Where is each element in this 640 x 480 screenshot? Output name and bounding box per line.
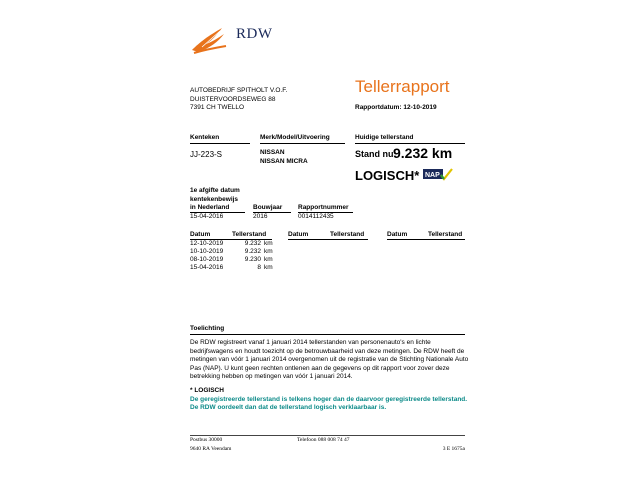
toelichting-text: De RDW registreert vanaf 1 januari 2014 tellerstanden van personenauto's en lichte bedrijfswagens en houdt toezicht op de betrouwbaarheid van deze metingen. De RDW heeft de metingen van vóór 1 januari 2014 overgenomen uit de registratie van de Stichting Nationale Auto Pas (NAP). U kunt geen rechten ontlenen aan de gegevens op dit rapport voor zover deze betrekking hebben op metingen van vóór 1 januari 2014.	[190, 339, 469, 381]
logisch-text: De geregistreerde tellerstand is telkens hoger dan de daarvoor geregistreerde tellerstand. De RDW oordeelt dan dat de tellerstand logisch verklaarbaar is.	[190, 395, 468, 412]
first-label-line: kentekenbewijs	[190, 195, 239, 203]
divider	[190, 334, 465, 335]
row-datum: 08-10-2019	[190, 256, 224, 263]
bouwjaar-value: 2016	[253, 213, 268, 220]
col-tellerstand: Tellerstand	[232, 231, 267, 238]
huidige-label: Huidige tellerstand	[355, 134, 414, 141]
first-registration-label	[190, 187, 240, 213]
first-date-value: 15-04-2016	[190, 213, 224, 220]
company-address	[190, 87, 287, 113]
company-city: 7391 CH TWELLO	[190, 104, 245, 111]
brand-name: RDW	[236, 26, 273, 42]
row-stand: 9.232	[244, 248, 261, 255]
row-unit: km	[264, 248, 273, 255]
col-tellerstand: Tellerstand	[428, 231, 463, 238]
divider	[288, 239, 368, 240]
footer-telefoon: Telefoon 088 008 74 47	[297, 437, 350, 443]
row-unit: km	[264, 264, 273, 271]
first-label-line: in Nederland	[190, 204, 230, 211]
footer-city: 9640 RA Veendam	[190, 446, 232, 452]
company-name: AUTOBEDRIJF SPITHOLT V.O.F.	[190, 87, 288, 94]
row-datum: 12-10-2019	[190, 240, 224, 247]
toelichting-body	[190, 339, 470, 413]
kenteken-value: JJ-223-S	[190, 150, 223, 159]
kenteken-label: Kenteken	[190, 134, 220, 141]
nap-badge-icon	[423, 168, 453, 182]
model-value: NISSAN MICRA	[260, 158, 308, 165]
footer-divider	[190, 435, 465, 436]
rapportnummer-value: 0014112435	[298, 213, 334, 220]
verdict: LOGISCH*	[355, 168, 420, 183]
table-row	[190, 264, 223, 271]
nap-badge-text: NAP	[425, 172, 440, 179]
row-stand: 9.230	[244, 256, 261, 263]
row-unit: km	[264, 256, 273, 263]
divider	[355, 143, 465, 144]
divider	[387, 239, 465, 240]
table-row	[190, 240, 223, 247]
toelichting-heading: Toelichting	[190, 325, 225, 332]
stand-label: Stand nu	[355, 149, 394, 159]
report-date-label: Rapportdatum:	[355, 104, 402, 111]
stand-value: 9.232 km	[393, 145, 453, 161]
rapportnummer-label: Rapportnummer	[298, 204, 349, 211]
col-datum: Datum	[387, 231, 408, 238]
col-datum: Datum	[190, 231, 211, 238]
bouwjaar-label: Bouwjaar	[253, 204, 283, 211]
first-label-line: 1e afgifte datum	[190, 187, 240, 194]
row-unit: km	[264, 240, 273, 247]
footer-postbus: Postbus 30000	[190, 437, 223, 443]
merk-label: Merk/Model/Uitvoering	[260, 134, 330, 141]
row-stand: 8	[257, 264, 261, 271]
col-tellerstand: Tellerstand	[330, 231, 365, 238]
row-stand: 9.232	[244, 240, 261, 247]
row-datum: 15-04-2016	[190, 264, 224, 271]
report-date	[355, 104, 437, 111]
logisch-heading: * LOGISCH	[190, 386, 224, 394]
row-datum: 10-10-2019	[190, 248, 224, 255]
divider	[190, 143, 250, 144]
divider	[260, 143, 345, 144]
report-title: Tellerrapport	[355, 77, 450, 96]
report-date-value: 12-10-2019	[403, 104, 437, 111]
footer-code: 3 E 1675a	[442, 446, 465, 452]
merk-value: NISSAN	[260, 149, 285, 156]
company-street: DUISTERVOORDSEWEG 88	[190, 95, 276, 103]
table-row	[190, 248, 223, 255]
table-row	[190, 256, 223, 263]
col-datum: Datum	[288, 231, 309, 238]
